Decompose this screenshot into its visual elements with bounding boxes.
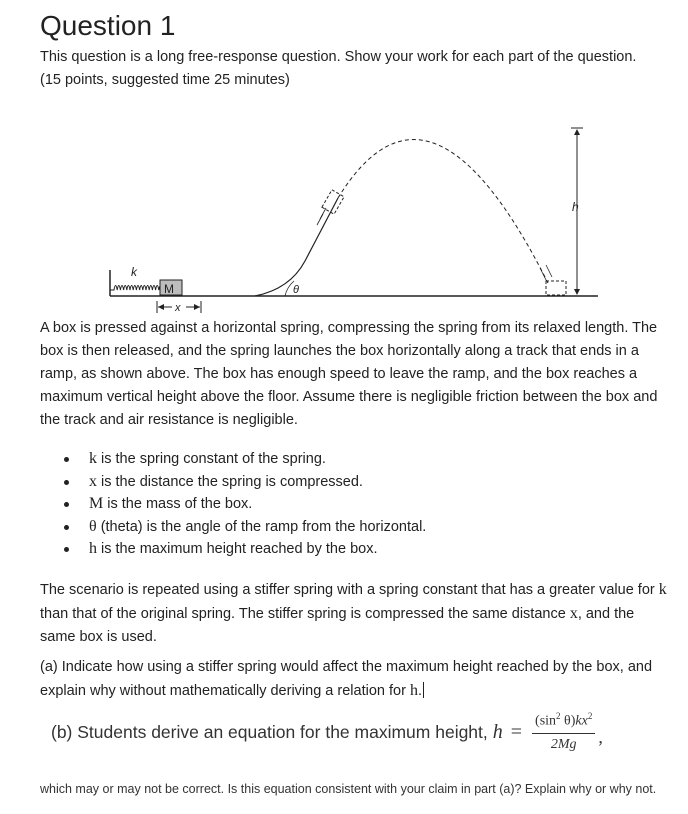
part-a-prompt — [40, 656, 668, 703]
label-x: x — [175, 302, 181, 314]
question-intro: This question is a long free-response question. Show your work for each part of the question. (15 points, suggested time 25 minutes) — [40, 49, 637, 88]
repeat-text-2: than that of the original spring. The stiffer spring is compressed the same distance — [40, 606, 570, 622]
variable-list — [64, 448, 426, 561]
repeat-text-1: The scenario is repeated using a stiffer spring with a spring constant that has a greater value for — [40, 582, 659, 598]
text-cursor — [423, 682, 424, 698]
variable-symbol: k — [89, 450, 97, 467]
variable-item — [64, 538, 426, 561]
spring — [110, 286, 165, 291]
equals-sign: = — [510, 720, 523, 743]
variable-item — [64, 471, 426, 494]
ramp — [255, 198, 338, 296]
box-on-ramp — [322, 190, 344, 214]
box-landed — [546, 281, 566, 295]
numerator-theta: θ) — [560, 713, 576, 729]
height-equation — [532, 711, 595, 753]
repeat-symbol-x: x — [569, 605, 578, 622]
numerator-sin: (sin — [535, 713, 557, 729]
repeat-paragraph — [40, 578, 668, 649]
numerator-sin-exponent: 2 — [556, 711, 561, 722]
repeat-symbol-k: k — [658, 581, 667, 598]
bullet-icon — [64, 547, 69, 552]
variable-symbol: x — [89, 472, 97, 490]
trajectory — [338, 140, 548, 283]
variable-description: is the spring constant of the spring. — [97, 451, 326, 467]
variable-description: is the maximum height reached by the box. — [97, 541, 378, 557]
part-b-followup: which may or may not be correct. Is this equation consistent with your claim in part (a)? Explain why or why not. — [40, 782, 657, 796]
part-a-symbol-h: h — [409, 682, 418, 699]
variable-item — [64, 516, 426, 539]
part-b-prompt — [51, 707, 603, 757]
label-m: M — [164, 282, 174, 296]
repeat-text-3: , and the same box is used. — [40, 606, 635, 645]
variable-symbol: θ — [89, 517, 97, 535]
scenario-paragraph: A box is pressed against a horizontal spring, compressing the spring from its relaxed length. The box is then released, and the spring launches the box horizontally along a track that ends in a ramp, as shown above. The box has enough speed to leave the ramp, and the box reaches a maximum vertical height above the floor. Assume there is negligible friction between the box and the track and air resistance is negligible. — [40, 320, 658, 428]
equation-denominator: 2Mg — [550, 736, 577, 752]
part-a-text: (a) Indicate how using a stiffer spring would affect the maximum height reached by the box, and explain why without mathematically deriving a relation for — [40, 659, 653, 699]
bullet-icon — [64, 457, 69, 462]
variable-description: is the mass of the box. — [103, 496, 253, 512]
label-h: h — [572, 200, 579, 214]
label-theta: θ — [293, 284, 299, 296]
spring-ramp-diagram — [100, 118, 610, 318]
equation-comma: , — [598, 726, 603, 747]
equation-numerator — [532, 711, 595, 734]
numerator-x-exponent: 2 — [587, 711, 593, 722]
question-title: Question 1 — [40, 10, 176, 41]
variable-item — [64, 493, 426, 516]
bullet-icon — [64, 502, 69, 507]
bullet-icon — [64, 525, 69, 530]
variable-description: (theta) is the angle of the ramp from the horizontal. — [96, 518, 427, 535]
numerator-kx: kx — [575, 713, 588, 729]
label-k: k — [131, 265, 137, 279]
bullet-icon — [64, 480, 69, 485]
variable-item — [64, 448, 426, 471]
part-b-symbol-h: h — [492, 720, 503, 743]
variable-symbol: h — [89, 540, 97, 557]
variable-symbol: M — [89, 495, 104, 512]
variable-description: is the distance the spring is compressed. — [97, 473, 363, 490]
part-b-lead: (b) Students derive an equation for the maximum height, — [51, 721, 488, 742]
part-a-end: . — [417, 683, 422, 699]
